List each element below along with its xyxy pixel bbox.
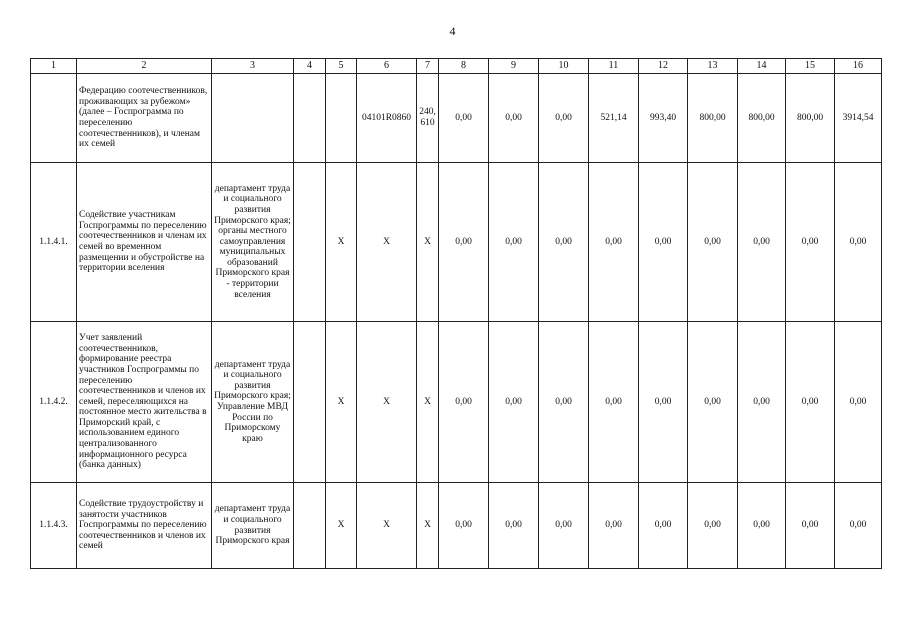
value-cell: 0,00	[539, 483, 589, 569]
value-cell: 0,00	[489, 163, 539, 322]
header-cell: 5	[326, 59, 357, 74]
value-cell: 0,00	[589, 322, 639, 483]
value-cell: 0,00	[439, 163, 489, 322]
header-cell: 13	[688, 59, 738, 74]
activity-description: Содействие трудоустройству и занятости участников Госпрограммы по переселению соотечественников и членов их семей	[77, 483, 212, 569]
value-cell: 0,00	[489, 74, 539, 163]
table-row	[31, 163, 882, 322]
value-cell: 521,14	[589, 74, 639, 163]
value-cell: 800,00	[688, 74, 738, 163]
budget-code: Х	[357, 483, 417, 569]
activity-description: Учет заявлений соотечественников, формирование реестра участников Госпрограммы по переселению соотечественников и членов их семей, переселяющихся на постоянное место жительства в Приморский край, с использованием единого централизованного информационного ресурса (банка данных)	[77, 322, 212, 483]
value-cell: 0,00	[489, 483, 539, 569]
cell-col7: 240, 610	[417, 74, 439, 163]
header-cell: 7	[417, 59, 439, 74]
value-cell: 993,40	[639, 74, 688, 163]
value-cell: 0,00	[688, 483, 738, 569]
cell-col5	[326, 74, 357, 163]
cell-col7: Х	[417, 483, 439, 569]
value-cell: 0,00	[439, 483, 489, 569]
row-number: 1.1.4.2.	[31, 322, 77, 483]
budget-code: Х	[357, 163, 417, 322]
value-cell: 0,00	[738, 322, 786, 483]
value-cell: 0,00	[589, 163, 639, 322]
header-cell: 10	[539, 59, 589, 74]
row-number: 1.1.4.1.	[31, 163, 77, 322]
header-cell: 1	[31, 59, 77, 74]
responsible-executor: департамент труда и социального развития Приморского края; органы местного самоуправления муниципальных образований Приморского края - территории вселения	[212, 163, 294, 322]
table-row	[31, 483, 882, 569]
cell-col7: Х	[417, 322, 439, 483]
value-cell: 0,00	[539, 322, 589, 483]
responsible-executor	[212, 74, 294, 163]
value-cell: 0,00	[539, 74, 589, 163]
header-cell: 15	[786, 59, 835, 74]
header-cell: 4	[294, 59, 326, 74]
value-cell: 0,00	[439, 74, 489, 163]
cell-col4	[294, 483, 326, 569]
cell-col5: Х	[326, 322, 357, 483]
cell-col7: Х	[417, 163, 439, 322]
value-cell: 0,00	[786, 163, 835, 322]
header-cell: 11	[589, 59, 639, 74]
value-cell: 3914,54	[835, 74, 882, 163]
responsible-executor: департамент труда и социального развития Приморского края; Управление МВД России по Приморскому краю	[212, 322, 294, 483]
header-cell: 12	[639, 59, 688, 74]
value-cell: 0,00	[589, 483, 639, 569]
cell-col4	[294, 163, 326, 322]
table-row	[31, 322, 882, 483]
value-cell: 0,00	[688, 322, 738, 483]
value-cell: 0,00	[786, 483, 835, 569]
cell-col4	[294, 74, 326, 163]
responsible-executor: департамент труда и социального развития Приморского края	[212, 483, 294, 569]
value-cell: 0,00	[738, 483, 786, 569]
cell-col5: Х	[326, 483, 357, 569]
value-cell: 0,00	[738, 163, 786, 322]
header-cell: 16	[835, 59, 882, 74]
row-number	[31, 74, 77, 163]
budget-code: 04101R0860	[357, 74, 417, 163]
value-cell: 0,00	[835, 163, 882, 322]
cell-col5: Х	[326, 163, 357, 322]
value-cell: 0,00	[639, 483, 688, 569]
header-cell: 9	[489, 59, 539, 74]
header-cell: 6	[357, 59, 417, 74]
value-cell: 0,00	[835, 322, 882, 483]
table-row	[31, 74, 882, 163]
value-cell: 0,00	[639, 163, 688, 322]
value-cell: 800,00	[738, 74, 786, 163]
budget-table	[30, 58, 882, 569]
value-cell: 0,00	[835, 483, 882, 569]
header-cell: 3	[212, 59, 294, 74]
activity-description: Федерацию соотечественников, проживающих за рубежом» (далее – Госпрограмма по переселению соотечественников), и членам их семей	[77, 74, 212, 163]
row-number: 1.1.4.3.	[31, 483, 77, 569]
header-cell: 14	[738, 59, 786, 74]
activity-description: Содействие участникам Госпрограммы по переселению соотечественников и членам их семей во временном размещении и обустройстве на территории вселения	[77, 163, 212, 322]
value-cell: 0,00	[539, 163, 589, 322]
value-cell: 0,00	[786, 322, 835, 483]
value-cell: 0,00	[489, 322, 539, 483]
value-cell: 0,00	[439, 322, 489, 483]
value-cell: 0,00	[639, 322, 688, 483]
header-cell: 2	[77, 59, 212, 74]
budget-code: Х	[357, 322, 417, 483]
table-header-row	[31, 59, 882, 74]
page-number: 4	[449, 24, 456, 38]
header-cell: 8	[439, 59, 489, 74]
cell-col4	[294, 322, 326, 483]
value-cell: 0,00	[688, 163, 738, 322]
value-cell: 800,00	[786, 74, 835, 163]
